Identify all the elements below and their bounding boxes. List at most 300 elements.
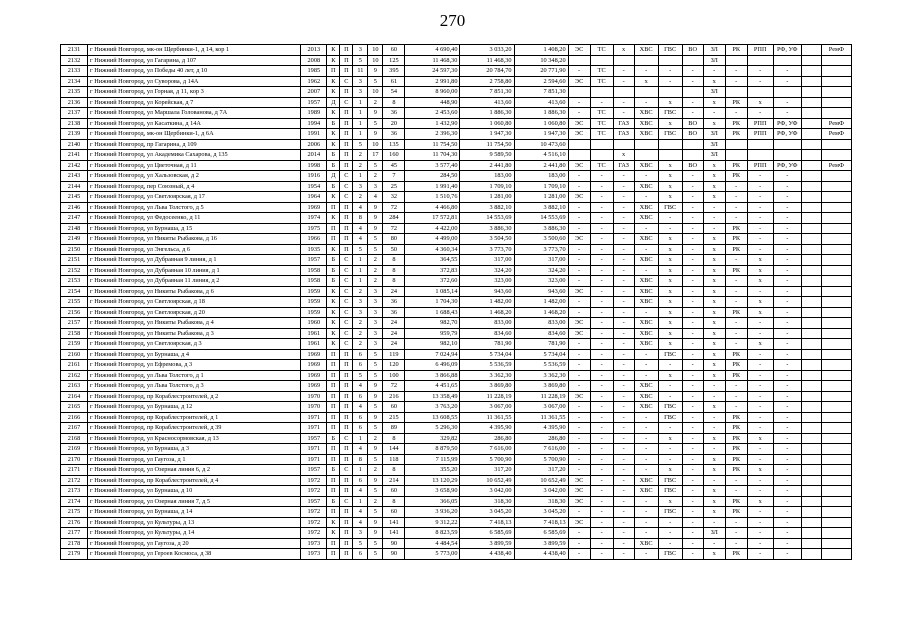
cell-year: 1957 [301,465,327,476]
cell-entrances: 4 [353,507,368,518]
cell-roof: П [340,223,353,234]
cell-hot-water: - [658,517,682,528]
cell-facade: - [747,318,773,329]
cell-area-total: 982,70 [405,318,460,329]
cell-repair-fund [821,139,851,150]
cell-area-total: 4 422,00 [405,223,460,234]
cell-wall: К [327,328,340,339]
cell-el: - [568,412,590,423]
cell-floors: 2 [368,255,383,266]
cell-heat: - [590,454,613,465]
cell-cold-water: - [634,307,658,318]
cell-roof: П [340,549,353,560]
cell-entrances: 4 [353,486,368,497]
cell-row-number: 2146 [61,202,88,213]
cell-year: 1959 [301,286,327,297]
cell-roof: П [340,517,353,528]
cell-roof-repair: - [725,381,747,392]
cell-heat: ТС [590,118,613,129]
cell-el: ЭС [568,129,590,140]
cell-cold-water: - [634,349,658,360]
cell-floors: 17 [368,150,383,161]
cell-row-number: 2143 [61,171,88,182]
cell-foundation [773,87,801,98]
cell-hot-water: х [658,339,682,350]
cell-roof-repair: РК [725,496,747,507]
cell-foundation: - [773,76,801,87]
cell-extra [801,150,821,161]
table-row [61,349,852,360]
cell-hot-water: ГВС [658,45,682,56]
cell-entrances: 4 [353,444,368,455]
cell-el: - [568,381,590,392]
cell-extra [801,475,821,486]
cell-wall: Б [327,118,340,129]
cell-gas: - [613,318,634,329]
cell-gas: ГАЗ [613,118,634,129]
cell-elevator: х [703,118,725,129]
cell-row-number: 2158 [61,328,88,339]
cell-roof-repair: РК [725,307,747,318]
cell-area-total: 372,60 [405,276,460,287]
cell-year: 1966 [301,234,327,245]
cell-hot-water: х [658,171,682,182]
cell-area-total: 13 358,49 [405,391,460,402]
cell-year: 1972 [301,486,327,497]
cell-row-number: 2156 [61,307,88,318]
cell-hot-water: х [658,465,682,476]
cell-entrances: 3 [353,297,368,308]
cell-cold-water: ХВС [634,318,658,329]
cell-year: 1970 [301,391,327,402]
cell-area-total: 1 432,90 [405,118,460,129]
cell-wall: К [327,76,340,87]
cell-year: 2013 [301,45,327,56]
cell-area-private: 3 899,59 [514,538,568,549]
cell-gas: - [613,454,634,465]
cell-el: ЭС [568,475,590,486]
cell-heat: - [590,286,613,297]
cell-floors: 5 [368,118,383,129]
cell-row-number: 2132 [61,55,88,66]
cell-year: 2014 [301,150,327,161]
cell-address: г Нижний Новгород, пр Кораблестроителей, д 2 [88,391,301,402]
cell-sewer: - [682,517,703,528]
cell-repair-fund [821,381,851,392]
cell-area-private: 3 882,10 [514,202,568,213]
cell-extra [801,87,821,98]
cell-elevator: - [703,108,725,119]
cell-floors: 9 [368,213,383,224]
cell-sewer: - [682,549,703,560]
cell-repair-fund [821,255,851,266]
cell-facade: - [747,402,773,413]
cell-facade: х [747,276,773,287]
cell-area-private: 4 438,40 [514,549,568,560]
cell-flats: 24 [383,328,405,339]
cell-foundation: - [773,370,801,381]
cell-address: г Нижний Новгород, ул Озерная линия 6, д 2 [88,465,301,476]
cell-heat: - [590,433,613,444]
cell-repair-fund [821,507,851,518]
cell-roof-repair: - [725,402,747,413]
table-row [61,223,852,234]
cell-gas: - [613,265,634,276]
cell-entrances: 6 [353,391,368,402]
cell-el: - [568,349,590,360]
cell-entrances: 11 [353,66,368,77]
cell-year: 1969 [301,349,327,360]
cell-sewer: - [682,76,703,87]
cell-year: 1969 [301,370,327,381]
cell-roof: П [340,402,353,413]
cell-area-total: 2 453,60 [405,108,460,119]
cell-elevator: ЗЛ [703,129,725,140]
cell-area-living: 2 758,80 [460,76,514,87]
cell-address: г Нижний Новгород, ул Хальзовская, д 2 [88,171,301,182]
cell-area-total: 5 296,30 [405,423,460,434]
table-body [61,45,852,560]
cell-elevator: - [703,538,725,549]
cell-el: - [568,244,590,255]
cell-hot-water: х [658,181,682,192]
cell-address: г Нижний Новгород, ул Энгельса, д 6 [88,244,301,255]
cell-area-living: 183,00 [460,171,514,182]
cell-gas: - [613,496,634,507]
cell-address: г Нижний Новгород, ул Бурнаша, д 4 [88,349,301,360]
cell-roof-repair: - [725,202,747,213]
cell-heat: - [590,507,613,518]
cell-year: 1971 [301,444,327,455]
cell-area-living: 834,60 [460,328,514,339]
cell-row-number: 2152 [61,265,88,276]
cell-row-number: 2164 [61,391,88,402]
cell-cold-water: ХВС [634,538,658,549]
cell-wall: П [327,549,340,560]
cell-repair-fund [821,318,851,329]
cell-gas: - [613,381,634,392]
cell-roof: С [340,328,353,339]
cell-area-private: 318,30 [514,496,568,507]
cell-gas: - [613,444,634,455]
cell-area-total: 982,10 [405,339,460,350]
cell-gas: - [613,276,634,287]
cell-extra [801,549,821,560]
cell-heat: - [590,496,613,507]
cell-gas: - [613,391,634,402]
cell-cold-water: ХВС [634,475,658,486]
cell-foundation: - [773,339,801,350]
cell-el: - [568,433,590,444]
cell-repair-fund [821,475,851,486]
cell-flats: 100 [383,370,405,381]
cell-address: г Нижний Новгород, ул Суворова, д 14А [88,76,301,87]
cell-sewer: - [682,265,703,276]
cell-gas: - [613,433,634,444]
cell-area-total: 1 704,30 [405,297,460,308]
table-row [61,171,852,182]
table-row [61,307,852,318]
cell-foundation: - [773,171,801,182]
table-row [61,496,852,507]
cell-entrances: 5 [353,55,368,66]
cell-wall: К [327,307,340,318]
cell-facade: - [747,538,773,549]
cell-sewer: - [682,276,703,287]
cell-el: - [568,444,590,455]
cell-cold-water: ХВС [634,160,658,171]
cell-roof-repair: - [725,475,747,486]
cell-row-number: 2150 [61,244,88,255]
cell-heat: - [590,339,613,350]
cell-floors: 3 [368,307,383,318]
cell-extra [801,402,821,413]
cell-heat: - [590,171,613,182]
cell-facade: РПП [747,118,773,129]
cell-row-number: 2149 [61,234,88,245]
cell-repair-fund [821,192,851,203]
cell-hot-water: х [658,328,682,339]
cell-elevator: - [703,475,725,486]
cell-el: - [568,549,590,560]
cell-area-private: 5 734,04 [514,349,568,360]
cell-extra [801,339,821,350]
cell-roof-repair: - [725,108,747,119]
cell-address: г Нижний Новгород, ул Культуры, д 13 [88,517,301,528]
cell-area-private: 317,20 [514,465,568,476]
cell-address: г Нижний Новгород, ул Бурнаша, д 12 [88,402,301,413]
cell-floors: 5 [368,549,383,560]
cell-wall: К [327,192,340,203]
cell-floors: 9 [368,517,383,528]
table-row [61,360,852,371]
cell-sewer: - [682,255,703,266]
table-row [61,55,852,66]
cell-roof-repair: - [725,517,747,528]
cell-floors: 5 [368,349,383,360]
cell-area-private: 1 408,20 [514,45,568,56]
cell-sewer: - [682,234,703,245]
cell-area-living: 3 504,50 [460,234,514,245]
cell-elevator: х [703,244,725,255]
cell-floors: 9 [368,528,383,539]
cell-floors: 5 [368,160,383,171]
cell-foundation [773,139,801,150]
cell-roof-repair: РК [725,160,747,171]
cell-area-total: 8 879,50 [405,444,460,455]
cell-hot-water: ГВС [658,549,682,560]
cell-cold-water: ХВС [634,108,658,119]
cell-year: 1974 [301,213,327,224]
cell-repair-fund [821,108,851,119]
cell-roof: П [340,244,353,255]
cell-address: г Нижний Новгород, ул Академика Сахарова, д 135 [88,150,301,161]
cell-elevator: ЗЛ [703,139,725,150]
cell-area-private: 4 395,90 [514,423,568,434]
cell-gas: - [613,108,634,119]
cell-cold-water: ХВС [634,391,658,402]
cell-wall: П [327,412,340,423]
cell-address: г Нижний Новгород, ул Цветочная, д 11 [88,160,301,171]
cell-heat [590,139,613,150]
cell-row-number: 2154 [61,286,88,297]
cell-entrances: 6 [353,360,368,371]
cell-el [568,87,590,98]
cell-extra [801,55,821,66]
cell-area-living: 3 362,30 [460,370,514,381]
cell-roof: П [340,45,353,56]
cell-area-living: 11 228,19 [460,391,514,402]
cell-year: 1957 [301,496,327,507]
cell-year: 1971 [301,423,327,434]
cell-area-total: 6 496,09 [405,360,460,371]
cell-row-number: 2160 [61,349,88,360]
cell-sewer: - [682,496,703,507]
cell-sewer [682,139,703,150]
cell-repair-fund [821,234,851,245]
cell-row-number: 2165 [61,402,88,413]
cell-extra [801,97,821,108]
cell-extra [801,234,821,245]
cell-cold-water: - [634,528,658,539]
cell-foundation: - [773,360,801,371]
cell-roof: П [340,507,353,518]
cell-sewer: - [682,181,703,192]
cell-area-private: 1 281,00 [514,192,568,203]
cell-area-total: 7 115,99 [405,454,460,465]
table-row [61,181,852,192]
cell-cold-water: - [634,423,658,434]
cell-heat: - [590,486,613,497]
cell-area-total: 3 763,20 [405,402,460,413]
cell-area-living: 5 700,90 [460,454,514,465]
cell-heat: - [590,549,613,560]
cell-area-private: 11 361,55 [514,412,568,423]
cell-hot-water: - [658,213,682,224]
cell-roof-repair: РК [725,433,747,444]
cell-row-number: 2139 [61,129,88,140]
cell-hot-water: х [658,160,682,171]
cell-facade: - [747,423,773,434]
cell-area-living: 11 754,50 [460,139,514,150]
cell-repair-fund [821,181,851,192]
cell-row-number: 2179 [61,549,88,560]
cell-area-total: 284,50 [405,171,460,182]
cell-row-number: 2159 [61,339,88,350]
cell-year: 1958 [301,276,327,287]
cell-gas: - [613,538,634,549]
cell-roof-repair: - [725,297,747,308]
cell-el [568,150,590,161]
cell-wall: К [327,286,340,297]
cell-gas: - [613,328,634,339]
cell-facade: - [747,223,773,234]
cell-cold-water: ХВС [634,129,658,140]
cell-sewer: - [682,370,703,381]
cell-flats: 45 [383,160,405,171]
cell-extra [801,517,821,528]
cell-address: г Нижний Новгород, ул Никиты Рыбакова, д 3 [88,328,301,339]
cell-address: г Нижний Новгород, пр Кораблестроителей, д 1 [88,412,301,423]
cell-facade: - [747,381,773,392]
cell-gas: - [613,76,634,87]
cell-sewer: - [682,286,703,297]
cell-heat: ТС [590,76,613,87]
cell-el: - [568,402,590,413]
cell-wall: К [327,339,340,350]
table-row [61,108,852,119]
cell-area-private: 3 886,30 [514,223,568,234]
cell-address: г Нижний Новгород, ул Никиты Рыбакова, д 6 [88,286,301,297]
cell-el: - [568,171,590,182]
cell-foundation: - [773,454,801,465]
cell-gas: - [613,412,634,423]
cell-repair-fund [821,87,851,98]
cell-area-living: 323,00 [460,276,514,287]
cell-heat: - [590,391,613,402]
cell-area-living: 7 851,30 [460,87,514,98]
cell-elevator: - [703,412,725,423]
cell-flats: 144 [383,444,405,455]
cell-el: ЭС [568,286,590,297]
cell-area-private: 20 771,90 [514,66,568,77]
cell-gas: - [613,423,634,434]
cell-flats: 141 [383,517,405,528]
cell-sewer: - [682,391,703,402]
cell-roof-repair [725,87,747,98]
cell-row-number: 2172 [61,475,88,486]
cell-roof: П [340,538,353,549]
table-row [61,433,852,444]
cell-wall: Б [327,496,340,507]
cell-el: ЭС [568,192,590,203]
cell-area-private: 323,00 [514,276,568,287]
cell-roof-repair: РК [725,370,747,381]
cell-area-total: 364,55 [405,255,460,266]
cell-foundation: - [773,181,801,192]
table-row [61,328,852,339]
cell-area-private: 833,00 [514,318,568,329]
cell-el: - [568,538,590,549]
cell-address: г Нижний Новгород, ул Светлоярская, д 17 [88,192,301,203]
cell-row-number: 2138 [61,118,88,129]
cell-wall: К [327,528,340,539]
cell-gas: - [613,223,634,234]
cell-extra [801,265,821,276]
cell-el: - [568,97,590,108]
cell-foundation: - [773,412,801,423]
cell-floors: 2 [368,433,383,444]
cell-hot-water: х [658,286,682,297]
cell-hot-water: - [658,528,682,539]
cell-roof-repair: РК [725,223,747,234]
cell-area-living: 11 361,55 [460,412,514,423]
cell-year: 1962 [301,76,327,87]
cell-sewer: - [682,213,703,224]
cell-area-private: 1 468,20 [514,307,568,318]
cell-sewer [682,150,703,161]
cell-floors: 2 [368,171,383,182]
cell-wall: К [327,297,340,308]
cell-area-private: 7 616,00 [514,444,568,455]
cell-foundation: - [773,297,801,308]
cell-wall: К [327,517,340,528]
table-row [61,276,852,287]
cell-roof: П [340,150,353,161]
cell-repair-fund [821,370,851,381]
cell-extra [801,465,821,476]
cell-area-private: 3 042,00 [514,486,568,497]
